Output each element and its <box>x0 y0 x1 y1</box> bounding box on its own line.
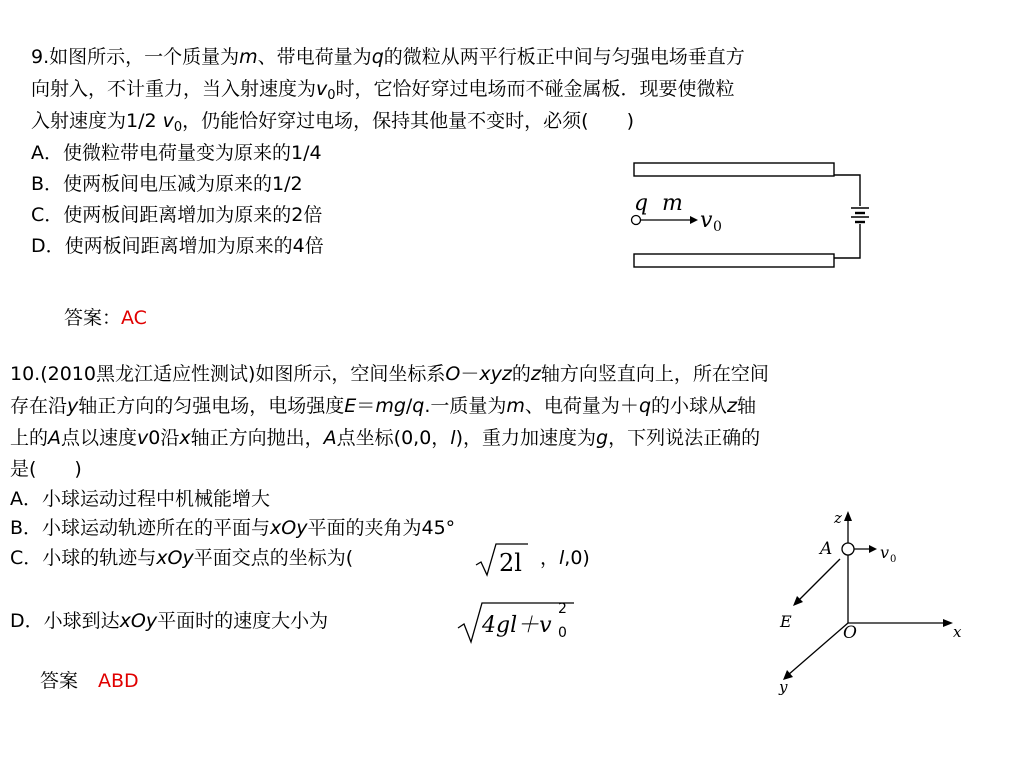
q10-line-1: 10.(2010黑龙江适应性测试)如图所示，空间坐标系O－xyz的z轴方向竖直向上，所在空间 <box>10 363 769 385</box>
label-E: E <box>780 612 792 631</box>
label-x: x <box>953 623 962 641</box>
q10-answer-value: ABD <box>98 670 139 692</box>
q9-line-2: 向射入，不计重力，当入射速度为$v_0$时，它恰好穿过电场而不碰金属板．现要使微粒 <box>31 78 735 103</box>
q10-option-b: B．小球运动轨迹所在的平面与xOy平面的夹角为45° <box>10 517 456 539</box>
q9-number: 9. <box>31 46 50 68</box>
q9-line-3: 入射速度为1/2 $v_0$，仍能恰好穿过电场，保持其他量不变时，必须( ) <box>31 110 634 135</box>
circuit-wire-top <box>834 175 860 206</box>
q10-option-a: A．小球运动过程中机械能增大 <box>10 488 270 510</box>
sqrt-velocity-radicand: 4gl＋v <box>482 613 552 638</box>
label-v0-sub: 0 <box>890 554 897 565</box>
q10-answer-label: 答案 <box>40 670 79 692</box>
label-y: y <box>779 678 788 696</box>
q9-option-d: D．使两板间距离增加为原来的4倍 <box>31 235 324 257</box>
q10-option-d: D．小球到达xOy平面时的速度大小为 <box>10 610 329 632</box>
label-v: v <box>700 208 713 233</box>
ball-icon <box>842 543 854 555</box>
particle-icon <box>632 216 641 225</box>
label-q: q <box>634 191 649 216</box>
q10-answer <box>40 668 139 694</box>
q9-figure <box>620 155 870 275</box>
top-plate <box>634 163 834 176</box>
label-z: z <box>834 509 842 527</box>
q9-line-1: 9.如图所示，一个质量为m、带电荷量为q的微粒从两平行板正中间与匀强电场垂直方 <box>31 46 745 68</box>
y-axis <box>788 623 848 675</box>
q10-line-3: 上的A点以速度v0沿x轴正方向抛出，A点坐标(0,0，l)，重力加速度为g，下列说法正确的 <box>10 427 761 449</box>
q10-figure <box>770 505 970 700</box>
q9-option-a: A．使微粒带电荷量变为原来的1/4 <box>31 142 322 164</box>
label-v0: v <box>880 543 890 562</box>
v0-arrow-icon <box>869 545 877 553</box>
q10-option-c-tail: ，l,0) <box>540 547 590 569</box>
label-O: O <box>843 623 857 643</box>
q9-option-c: C．使两板间距离增加为原来的2倍 <box>31 204 323 226</box>
sqrt-2l-radicand: 2l <box>499 549 522 577</box>
q10-option-c: C．小球的轨迹与xOy平面交点的坐标为( <box>10 547 354 569</box>
circuit-wire-bottom <box>834 224 860 258</box>
label-A: A <box>820 539 833 559</box>
bottom-plate <box>634 254 834 267</box>
sqrt-velocity-sup: 2 <box>558 601 567 617</box>
q9-answer-value: AC <box>121 307 147 329</box>
label-m: m <box>662 191 683 216</box>
e-field-line <box>798 559 840 601</box>
q9-answer <box>64 305 147 331</box>
q9-option-b: B．使两板间电压减为原来的1/2 <box>31 173 303 195</box>
z-arrow-icon <box>844 511 852 521</box>
q9-answer-label: 答案： <box>64 307 122 329</box>
q10-line-4: 是( ) <box>10 458 82 480</box>
arrow-head-icon <box>690 216 698 224</box>
q10-line-2: 存在沿y轴正方向的匀强电场，电场强度E＝mg/q.一质量为m、电荷量为＋q的小球从z轴 <box>10 395 757 417</box>
label-v-sub: 0 <box>713 219 722 235</box>
x-arrow-icon <box>943 619 953 627</box>
sqrt-velocity-sub: 0 <box>558 625 567 641</box>
battery-icon <box>851 208 869 222</box>
